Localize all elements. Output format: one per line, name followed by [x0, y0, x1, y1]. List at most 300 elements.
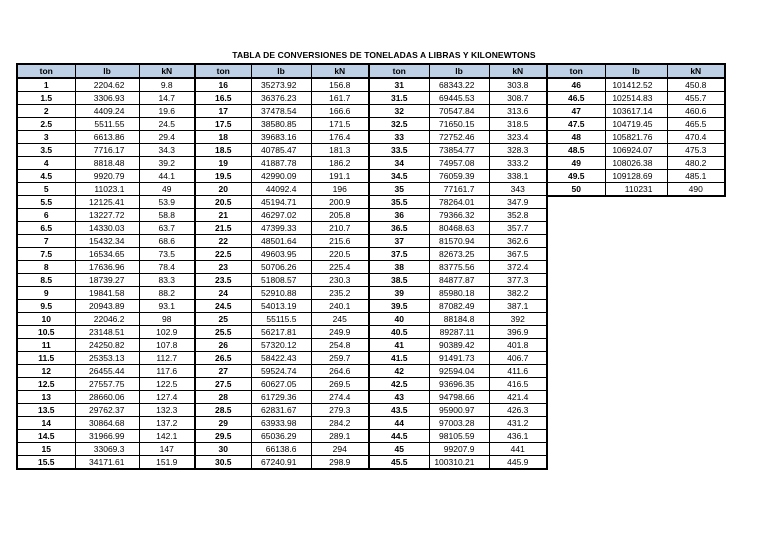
header-row — [195, 64, 369, 78]
table-row — [369, 326, 547, 339]
table-row — [369, 209, 547, 222]
table-row — [17, 261, 195, 274]
lb-cell: 57320.12 — [251, 339, 311, 352]
table-row — [195, 170, 369, 183]
lb-cell: 110231 — [605, 183, 667, 197]
lb-cell: 95900.97 — [429, 404, 489, 417]
table-row — [195, 326, 369, 339]
kn-cell: 151.9 — [139, 456, 195, 470]
kn-cell: 362.6 — [489, 235, 547, 248]
header-row — [17, 64, 195, 78]
table-row — [547, 105, 725, 118]
table-row — [195, 144, 369, 157]
ton-cell: 41 — [369, 339, 429, 352]
lb-cell: 23148.51 — [75, 326, 139, 339]
lb-cell: 69445.53 — [429, 92, 489, 105]
table-row — [17, 404, 195, 417]
kn-cell: 455.7 — [667, 92, 725, 105]
lb-cell: 106924.07 — [605, 144, 667, 157]
ton-cell: 33.5 — [369, 144, 429, 157]
table-row — [369, 261, 547, 274]
table-row — [17, 78, 195, 92]
kn-cell: 411.6 — [489, 365, 547, 378]
table-row — [17, 144, 195, 157]
lb-cell: 14330.03 — [75, 222, 139, 235]
kn-cell: 308.7 — [489, 92, 547, 105]
ton-cell: 31 — [369, 78, 429, 92]
table-row — [369, 391, 547, 404]
table-row — [369, 170, 547, 183]
ton-cell: 42 — [369, 365, 429, 378]
table-row — [547, 157, 725, 170]
table-row — [17, 131, 195, 144]
ton-cell: 5 — [17, 183, 75, 196]
ton-cell: 50 — [547, 183, 605, 197]
lb-cell: 67240.91 — [251, 456, 311, 470]
ton-cell: 4.5 — [17, 170, 75, 183]
kn-cell: 19.6 — [139, 105, 195, 118]
ton-cell: 34.5 — [369, 170, 429, 183]
table-row — [369, 196, 547, 209]
ton-cell: 43.5 — [369, 404, 429, 417]
lb-cell: 26455.44 — [75, 365, 139, 378]
lb-cell: 70547.84 — [429, 105, 489, 118]
ton-cell: 1.5 — [17, 92, 75, 105]
kn-cell: 44.1 — [139, 170, 195, 183]
kn-cell: 171.5 — [311, 118, 369, 131]
ton-cell: 28.5 — [195, 404, 251, 417]
table-row — [369, 78, 547, 92]
conversion-table-4 — [546, 63, 726, 197]
table-row — [17, 417, 195, 430]
lb-cell: 93696.35 — [429, 378, 489, 391]
kn-cell: 450.8 — [667, 78, 725, 92]
table-row — [195, 248, 369, 261]
ton-cell: 38 — [369, 261, 429, 274]
kn-cell: 39.2 — [139, 157, 195, 170]
kn-cell: 421.4 — [489, 391, 547, 404]
ton-cell: 28 — [195, 391, 251, 404]
table-row — [17, 274, 195, 287]
table-row — [195, 391, 369, 404]
ton-cell: 37 — [369, 235, 429, 248]
table-row — [369, 118, 547, 131]
ton-cell: 18.5 — [195, 144, 251, 157]
table-row — [17, 183, 195, 196]
table-row — [195, 300, 369, 313]
kn-cell: 470.4 — [667, 131, 725, 144]
column-header-lb: lb — [251, 64, 311, 78]
ton-cell: 36.5 — [369, 222, 429, 235]
ton-cell: 48.5 — [547, 144, 605, 157]
lb-cell: 40785.47 — [251, 144, 311, 157]
kn-cell: 416.5 — [489, 378, 547, 391]
lb-cell: 22046.2 — [75, 313, 139, 326]
kn-cell: 298.9 — [311, 456, 369, 470]
lb-cell: 108026.38 — [605, 157, 667, 170]
ton-cell: 44 — [369, 417, 429, 430]
kn-cell: 475.3 — [667, 144, 725, 157]
lb-cell: 63933.98 — [251, 417, 311, 430]
table-row — [195, 287, 369, 300]
lb-cell: 29762.37 — [75, 404, 139, 417]
kn-cell: 259.7 — [311, 352, 369, 365]
lb-cell: 41887.78 — [251, 157, 311, 170]
kn-cell: 377.3 — [489, 274, 547, 287]
lb-cell: 28660.06 — [75, 391, 139, 404]
column-header-ton: ton — [17, 64, 75, 78]
lb-cell: 85980.18 — [429, 287, 489, 300]
kn-cell: 53.9 — [139, 196, 195, 209]
table-row — [369, 92, 547, 105]
lb-cell: 109128.69 — [605, 170, 667, 183]
kn-cell: 34.3 — [139, 144, 195, 157]
table-row — [195, 352, 369, 365]
ton-cell: 24.5 — [195, 300, 251, 313]
kn-cell: 63.7 — [139, 222, 195, 235]
table-row — [369, 313, 547, 326]
ton-cell: 3 — [17, 131, 75, 144]
table-row — [17, 196, 195, 209]
lb-cell: 31966.99 — [75, 430, 139, 443]
column-header-lb: lb — [75, 64, 139, 78]
kn-cell: 460.6 — [667, 105, 725, 118]
ton-cell: 35 — [369, 183, 429, 196]
table-row — [369, 235, 547, 248]
lb-cell: 8818.48 — [75, 157, 139, 170]
ton-cell: 38.5 — [369, 274, 429, 287]
kn-cell: 294 — [311, 443, 369, 456]
ton-cell: 35.5 — [369, 196, 429, 209]
lb-cell: 61729.36 — [251, 391, 311, 404]
table-row — [369, 378, 547, 391]
kn-cell: 73.5 — [139, 248, 195, 261]
table-row — [17, 235, 195, 248]
table-row — [369, 144, 547, 157]
table-row — [369, 105, 547, 118]
conversion-table-2 — [194, 63, 370, 470]
kn-cell: 215.6 — [311, 235, 369, 248]
table-row — [17, 378, 195, 391]
kn-cell: 210.7 — [311, 222, 369, 235]
table-row — [369, 131, 547, 144]
lb-cell: 89287.11 — [429, 326, 489, 339]
ton-cell: 25 — [195, 313, 251, 326]
table-row — [547, 183, 725, 197]
table-row — [369, 430, 547, 443]
lb-cell: 73854.77 — [429, 144, 489, 157]
ton-cell: 7 — [17, 235, 75, 248]
lb-cell: 17636.96 — [75, 261, 139, 274]
kn-cell: 235.2 — [311, 287, 369, 300]
lb-cell: 80468.63 — [429, 222, 489, 235]
kn-cell: 279.3 — [311, 404, 369, 417]
column-header-kn: kN — [311, 64, 369, 78]
lb-cell: 74957.08 — [429, 157, 489, 170]
kn-cell: 112.7 — [139, 352, 195, 365]
lb-cell: 92594.04 — [429, 365, 489, 378]
lb-cell: 76059.39 — [429, 170, 489, 183]
table-row — [195, 339, 369, 352]
lb-cell: 103617.14 — [605, 105, 667, 118]
lb-cell: 50706.26 — [251, 261, 311, 274]
kn-cell: 249.9 — [311, 326, 369, 339]
lb-cell: 37478.54 — [251, 105, 311, 118]
ton-cell: 15.5 — [17, 456, 75, 470]
ton-cell: 39.5 — [369, 300, 429, 313]
lb-cell: 25353.13 — [75, 352, 139, 365]
ton-cell: 22.5 — [195, 248, 251, 261]
lb-cell: 72752.46 — [429, 131, 489, 144]
lb-cell: 48501.64 — [251, 235, 311, 248]
ton-cell: 5.5 — [17, 196, 75, 209]
lb-cell: 91491.73 — [429, 352, 489, 365]
lb-cell: 59524.74 — [251, 365, 311, 378]
lb-cell: 34171.61 — [75, 456, 139, 470]
kn-cell: 445.9 — [489, 456, 547, 470]
table-row — [195, 222, 369, 235]
ton-cell: 39 — [369, 287, 429, 300]
kn-cell: 392 — [489, 313, 547, 326]
table-row — [195, 131, 369, 144]
ton-cell: 4 — [17, 157, 75, 170]
kn-cell: 14.7 — [139, 92, 195, 105]
table-row — [195, 196, 369, 209]
kn-cell: 83.3 — [139, 274, 195, 287]
ton-cell: 34 — [369, 157, 429, 170]
table-row — [17, 248, 195, 261]
ton-cell: 3.5 — [17, 144, 75, 157]
lb-cell: 16534.65 — [75, 248, 139, 261]
kn-cell: 24.5 — [139, 118, 195, 131]
table-row — [547, 118, 725, 131]
ton-cell: 30 — [195, 443, 251, 456]
lb-cell: 104719.45 — [605, 118, 667, 131]
ton-cell: 33 — [369, 131, 429, 144]
table-row — [369, 352, 547, 365]
lb-cell: 39683.16 — [251, 131, 311, 144]
ton-cell: 11 — [17, 339, 75, 352]
table-row — [17, 352, 195, 365]
table-row — [195, 183, 369, 196]
kn-cell: 117.6 — [139, 365, 195, 378]
kn-cell: 323.4 — [489, 131, 547, 144]
ton-cell: 40 — [369, 313, 429, 326]
kn-cell: 58.8 — [139, 209, 195, 222]
lb-cell: 4409.24 — [75, 105, 139, 118]
table-row — [195, 456, 369, 470]
lb-cell: 102514.83 — [605, 92, 667, 105]
table-row — [195, 274, 369, 287]
ton-cell: 45.5 — [369, 456, 429, 470]
table-row — [17, 326, 195, 339]
table-row — [369, 300, 547, 313]
column-header-ton: ton — [369, 64, 429, 78]
kn-cell: 372.4 — [489, 261, 547, 274]
ton-cell: 11.5 — [17, 352, 75, 365]
lb-cell: 58422.43 — [251, 352, 311, 365]
kn-cell: 436.1 — [489, 430, 547, 443]
table-row — [195, 417, 369, 430]
kn-cell: 230.3 — [311, 274, 369, 287]
ton-cell: 13 — [17, 391, 75, 404]
table-row — [17, 365, 195, 378]
table-row — [369, 443, 547, 456]
ton-cell: 21.5 — [195, 222, 251, 235]
kn-cell: 102.9 — [139, 326, 195, 339]
kn-cell: 313.6 — [489, 105, 547, 118]
ton-cell: 45 — [369, 443, 429, 456]
kn-cell: 289.1 — [311, 430, 369, 443]
kn-cell: 49 — [139, 183, 195, 196]
kn-cell: 181.3 — [311, 144, 369, 157]
lb-cell: 81570.94 — [429, 235, 489, 248]
kn-cell: 176.4 — [311, 131, 369, 144]
lb-cell: 65036.29 — [251, 430, 311, 443]
kn-cell: 343 — [489, 183, 547, 196]
lb-cell: 100310.21 — [429, 456, 489, 470]
ton-cell: 12 — [17, 365, 75, 378]
lb-cell: 44092.4 — [251, 183, 311, 196]
lb-cell: 94798.66 — [429, 391, 489, 404]
lb-cell: 79366.32 — [429, 209, 489, 222]
table-row — [195, 235, 369, 248]
ton-cell: 9 — [17, 287, 75, 300]
kn-cell: 9.8 — [139, 78, 195, 92]
table-row — [195, 209, 369, 222]
ton-cell: 24 — [195, 287, 251, 300]
table-row — [369, 248, 547, 261]
kn-cell: 220.5 — [311, 248, 369, 261]
table-row — [17, 391, 195, 404]
ton-cell: 29 — [195, 417, 251, 430]
ton-cell: 17.5 — [195, 118, 251, 131]
lb-cell: 11023.1 — [75, 183, 139, 196]
column-header-lb: lb — [429, 64, 489, 78]
table-row — [17, 287, 195, 300]
table-row — [17, 157, 195, 170]
table-row — [369, 456, 547, 470]
table-row — [17, 118, 195, 131]
table-row — [547, 170, 725, 183]
table-row — [17, 430, 195, 443]
ton-cell: 44.5 — [369, 430, 429, 443]
kn-cell: 191.1 — [311, 170, 369, 183]
column-header-kn: kN — [667, 64, 725, 78]
ton-cell: 40.5 — [369, 326, 429, 339]
table-row — [369, 183, 547, 196]
ton-cell: 1 — [17, 78, 75, 92]
table-row — [195, 430, 369, 443]
kn-cell: 441 — [489, 443, 547, 456]
lb-cell: 30864.68 — [75, 417, 139, 430]
ton-cell: 46 — [547, 78, 605, 92]
column-header-ton: ton — [195, 64, 251, 78]
kn-cell: 29.4 — [139, 131, 195, 144]
lb-cell: 13227.72 — [75, 209, 139, 222]
kn-cell: 127.4 — [139, 391, 195, 404]
kn-cell: 225.4 — [311, 261, 369, 274]
kn-cell: 303.8 — [489, 78, 547, 92]
ton-cell: 17 — [195, 105, 251, 118]
ton-cell: 49.5 — [547, 170, 605, 183]
lb-cell: 101412.52 — [605, 78, 667, 92]
lb-cell: 97003.28 — [429, 417, 489, 430]
ton-cell: 42.5 — [369, 378, 429, 391]
table-row — [547, 144, 725, 157]
ton-cell: 21 — [195, 209, 251, 222]
kn-cell: 431.2 — [489, 417, 547, 430]
lb-cell: 35273.92 — [251, 78, 311, 92]
ton-cell: 26.5 — [195, 352, 251, 365]
lb-cell: 38580.85 — [251, 118, 311, 131]
ton-cell: 46.5 — [547, 92, 605, 105]
kn-cell: 480.2 — [667, 157, 725, 170]
table-row — [17, 105, 195, 118]
table-row — [195, 443, 369, 456]
kn-cell: 147 — [139, 443, 195, 456]
table-row — [195, 365, 369, 378]
table-row — [547, 131, 725, 144]
kn-cell: 318.5 — [489, 118, 547, 131]
kn-cell: 166.6 — [311, 105, 369, 118]
lb-cell: 82673.25 — [429, 248, 489, 261]
kn-cell: 284.2 — [311, 417, 369, 430]
ton-cell: 16 — [195, 78, 251, 92]
header-row — [369, 64, 547, 78]
ton-cell: 47.5 — [547, 118, 605, 131]
kn-cell: 161.7 — [311, 92, 369, 105]
lb-cell: 20943.89 — [75, 300, 139, 313]
kn-cell: 401.8 — [489, 339, 547, 352]
lb-cell: 46297.02 — [251, 209, 311, 222]
kn-cell: 196 — [311, 183, 369, 196]
lb-cell: 49603.95 — [251, 248, 311, 261]
kn-cell: 93.1 — [139, 300, 195, 313]
ton-cell: 32 — [369, 105, 429, 118]
table-row — [195, 105, 369, 118]
lb-cell: 71650.15 — [429, 118, 489, 131]
ton-cell: 26 — [195, 339, 251, 352]
table-row — [369, 287, 547, 300]
ton-cell: 25.5 — [195, 326, 251, 339]
kn-cell: 485.1 — [667, 170, 725, 183]
lb-cell: 54013.19 — [251, 300, 311, 313]
table-row — [17, 92, 195, 105]
kn-cell: 98 — [139, 313, 195, 326]
lb-cell: 90389.42 — [429, 339, 489, 352]
kn-cell: 426.3 — [489, 404, 547, 417]
ton-cell: 19 — [195, 157, 251, 170]
column-header-ton: ton — [547, 64, 605, 78]
kn-cell: 200.9 — [311, 196, 369, 209]
kn-cell: 88.2 — [139, 287, 195, 300]
kn-cell: 367.5 — [489, 248, 547, 261]
ton-cell: 29.5 — [195, 430, 251, 443]
lb-cell: 68343.22 — [429, 78, 489, 92]
lb-cell: 62831.67 — [251, 404, 311, 417]
conversion-table-1 — [16, 63, 196, 470]
ton-cell: 47 — [547, 105, 605, 118]
kn-cell: 156.8 — [311, 78, 369, 92]
kn-cell: 240.1 — [311, 300, 369, 313]
ton-cell: 6 — [17, 209, 75, 222]
lb-cell: 15432.34 — [75, 235, 139, 248]
kn-cell: 137.2 — [139, 417, 195, 430]
lb-cell: 5511.55 — [75, 118, 139, 131]
kn-cell: 254.8 — [311, 339, 369, 352]
ton-cell: 23 — [195, 261, 251, 274]
